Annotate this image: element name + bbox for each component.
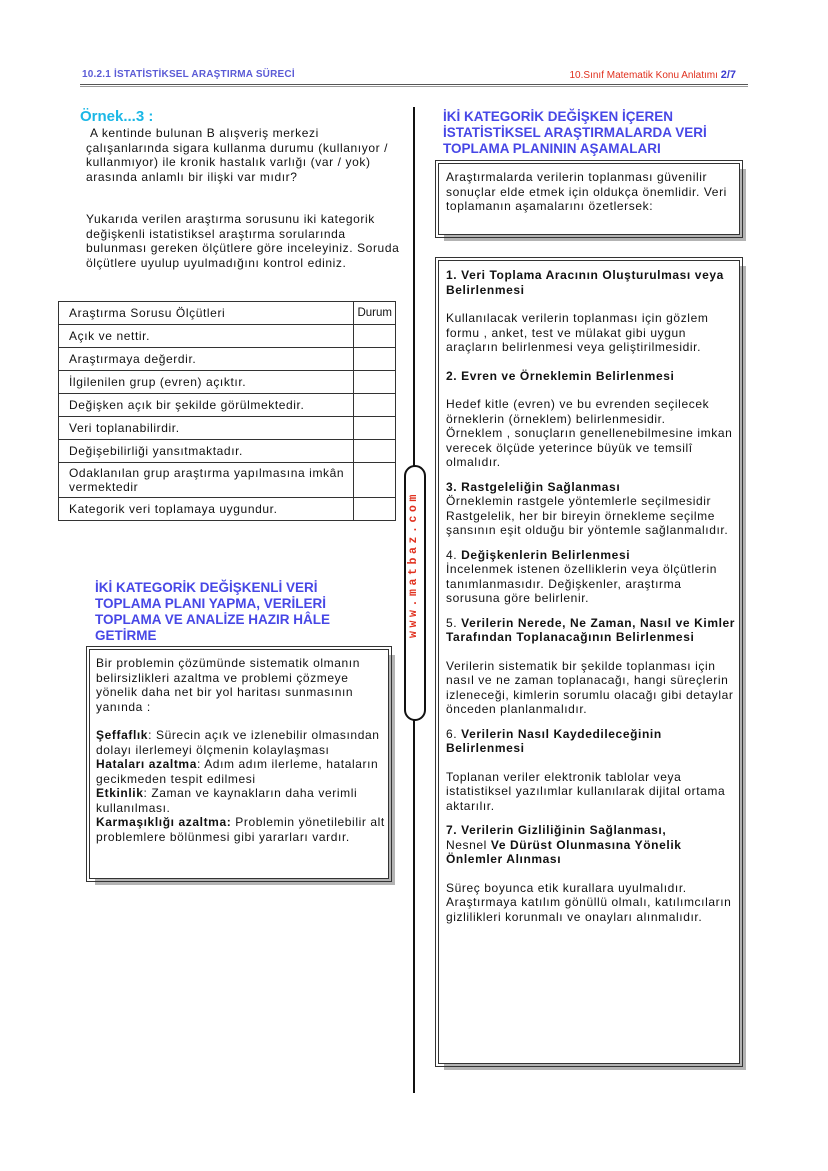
table-header-criteria: Araştırma Sorusu Ölçütleri [59, 302, 354, 325]
criterion-cell: Değişken açık bir şekilde görülmektedir. [59, 394, 354, 417]
benefit-term: Hataları azaltma [96, 757, 197, 771]
criterion-cell: Araştırmaya değerdir. [59, 348, 354, 371]
step-body-extra: Rastgelelik, her bir bireyin örnekleme seçilme şansının eşit olduğu bir yöntemle sağlanmalıdır. [446, 508, 729, 537]
benefit-term: Şeffaflık [96, 728, 149, 742]
table-row [59, 440, 396, 463]
status-cell[interactable] [354, 417, 396, 440]
status-cell[interactable] [354, 394, 396, 417]
steps-box [438, 260, 740, 1064]
benefit-text: : Sürecin açık ve izlenebilir olmasından dolayı ilerlemeyi ölçmenin kolaylaşması [96, 728, 380, 757]
step-body: İncelenmek istenen özelliklerin veya ölçütlerin tanımlanmasıdır. Değişkenler, araştırma sorusuna göre belirlenir. [446, 562, 717, 605]
step-title: 4. Değişkenlerin Belirlenmesi [446, 547, 631, 562]
benefits-box [89, 649, 389, 879]
criterion-cell: Odaklanılan grup araştırma yapılmasına imkân vermektedir [59, 463, 354, 498]
example-question [86, 126, 404, 184]
table-row [59, 371, 396, 394]
step-body: Örneklemin rastgele yöntemlerle seçilmesidir [446, 494, 712, 508]
step-title: 6. Verilerin Nasıl Kaydedileceğinin Belirlenmesi [446, 726, 662, 755]
example-instruction: Yukarıda verilen araştırma sorusunu iki kategorik değişkenli istatistiksel araştırma sorularında bulunması gereken ölçütlere göre inceleyiniz. Soruda ölçütlere uyulup uyulmadığını kontrol ediniz. [86, 212, 400, 270]
right-section-title: İKİ KATEGORİK DEĞİŞKEN İÇEREN İSTATİSTİKSEL ARAŞTIRMALARDA VERİ TOPLAMA PLANININ AŞAMALARI [443, 109, 707, 156]
status-cell[interactable] [354, 325, 396, 348]
table-row [59, 417, 396, 440]
criterion-cell: Kategorik veri toplamaya uygundur. [59, 498, 354, 521]
step-body: Süreç boyunca etik kurallara uyulmalıdır. Araştırmaya katılım gönüllü olmalı, katılımcıların gizlilikleri korunmalı ve onayları alınmalıdır. [446, 880, 732, 924]
benefits-intro: Bir problemin çözümünde sistematik olmanın belirsizlikleri azaltma ve problemi çözmeye yönelik daha net bir yol haritası sunmasının yanında : [96, 656, 360, 714]
status-cell[interactable] [354, 498, 396, 521]
intro-box [438, 163, 740, 235]
benefit-term: Etkinlik [96, 786, 144, 800]
benefit-text: : Zaman ve kaynakların daha verimli kullanılması. [96, 786, 358, 815]
step-body: Toplanan veriler elektronik tablolar veya istatistiksel yazılımlar kullanılarak dijital ortama aktarılır. [446, 769, 726, 813]
example-title: Örnek...3 : [80, 108, 154, 125]
example-paragraph-1: A kentinde bulunan B alışveriş merkezi çalışanlarında sigara kullanma durumu (kullanıyor / kullanmıyor) ile kronik hastalık varlığı (var / yok) arasında anlamlı bir ilişki var mıdır? [86, 126, 389, 184]
table-header-status: Durum [354, 302, 396, 325]
step-title: 5. Verilerin Nerede, Ne Zaman, Nasıl ve Kimler Tarafından Toplanacağının Belirlenmesi [446, 615, 736, 644]
header-course-label [570, 69, 737, 81]
watermark-text: www.matbaz.com [407, 491, 420, 639]
step-title: 1. Veri Toplama Aracının Oluşturulması veya Belirlenmesi [446, 268, 724, 297]
header-divider [80, 84, 748, 87]
table-row [59, 463, 396, 498]
intro-text: Araştırmalarda verilerin toplanması güvenilir sonuçlar elde etmek için oldukça önemlidir. Veri toplamanın aşamalarını özetlersek: [446, 170, 727, 213]
header-course-text: 10.Sınıf Matematik Konu Anlatımı [569, 70, 718, 81]
left-section-title: İKİ KATEGORİK DEĞİŞKENLİ VERİ TOPLAMA PLANI YAPMA, VERİLERİ TOPLAMA VE ANALİZE HAZIR HÂLE GETİRME [95, 580, 330, 643]
criterion-cell: İlgilenilen grup (evren) açıktır. [59, 371, 354, 394]
step-title: 7. Verilerin Gizliliğinin Sağlanması, Nesnel Ve Dürüst Olunmasına Yönelik Önlemler Alınması [446, 823, 682, 866]
criterion-cell: Veri toplanabilirdir. [59, 417, 354, 440]
table-row [59, 498, 396, 521]
step-body: Hedef kitle (evren) ve bu evrenden seçilecek örneklerin (örneklem) belirlenmesidir. [446, 397, 710, 426]
benefit-text: Problemin yönetilebilir alt problemlere bölünmesi gibi yararları vardır. [96, 815, 385, 844]
criterion-cell: Açık ve nettir. [59, 325, 354, 348]
benefit-item [96, 757, 386, 786]
benefit-text: : Adım adım ilerleme, hataların gecikmeden tespit edilmesi [96, 757, 379, 786]
status-cell[interactable] [354, 463, 396, 498]
benefit-item [96, 786, 386, 815]
status-cell[interactable] [354, 348, 396, 371]
step-body: Kullanılacak verilerin toplanması için gözlem formu , anket, test ve mülakat gibi uygun araçların belirlenmesi veya geliştirilmesidir. [446, 311, 709, 354]
status-cell[interactable] [354, 371, 396, 394]
benefit-item [96, 815, 386, 844]
table-row [59, 394, 396, 417]
header-page-number: 2/7 [720, 69, 736, 81]
table-header-row [59, 302, 396, 325]
step-title: 3. Rastgeleliğin Sağlanması [446, 479, 621, 494]
criterion-cell: Değişebilirliği yansıtmaktadır. [59, 440, 354, 463]
benefit-term: Karmaşıklığı azaltma: [96, 815, 232, 829]
header-section-title: 10.2.1 İSTATİSTİKSEL ARAŞTIRMA SÜRECİ [82, 69, 295, 80]
step-body: Verilerin sistematik bir şekilde toplanması için nasıl ve ne zaman toplanacağı, hangi süreçlerin izleneceği, kimlerin sorumlu olacağı gibi detaylar önceden planlanmalıdır. [446, 658, 734, 716]
table-row [59, 325, 396, 348]
status-cell[interactable] [354, 440, 396, 463]
criteria-table [58, 301, 396, 521]
step-title: 2. Evren ve Örneklemin Belirlenmesi [446, 368, 675, 383]
step-body-extra: Örneklem , sonuçların genellenebilmesine imkan verecek ölçüde yeterince büyük ve temsilî olmalıdır. [446, 426, 733, 469]
benefit-item [96, 728, 386, 757]
table-row [59, 348, 396, 371]
